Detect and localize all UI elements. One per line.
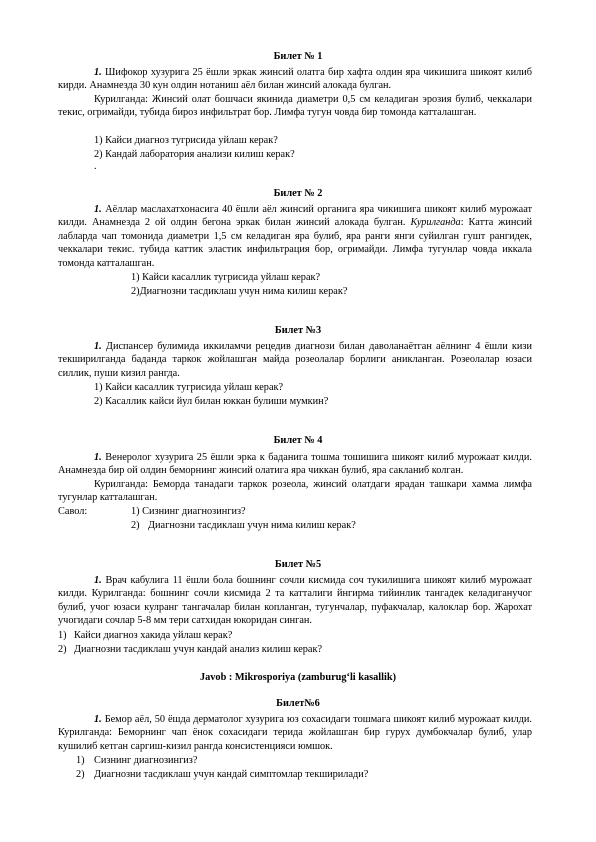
ticket-5-case (58, 574, 532, 628)
ticket-6-question-1-number: 1) (76, 755, 85, 766)
ticket-1-case-text: Шифокор хузурига 25 ёшли эркак жинсий олатга бир хафта олдин яра чикишига шикоят килиб кирди. Анамнезда 30 кун олдин нотаниш аёл билан жинсий алокада булган. (58, 67, 532, 92)
ticket-4-case-text: Венеролог хузурига 25 ёшли эрка к баданига тошма тошишига шикоят килиб мурожаат килди. Анамнезда бир ой олдин беморнинг жинсий олатига яра чиккан булиб, яра сакланиб колган. (58, 452, 533, 477)
ticket-5-question-1: Кайси диагноз хакида уйлаш керак? (74, 630, 233, 641)
ticket-3-question-2: 2) Касаллик кайси йул билан юккан булиши мумкин? (94, 396, 329, 407)
ticket-5-title: Билет №5 (274, 559, 322, 570)
ticket-4-question-2-number: 2) (131, 520, 140, 531)
ticket-1-case (58, 66, 532, 93)
ticket-3-title: Билет №3 (274, 325, 322, 336)
ticket-1-question-1: 1) Кайси диагноз тугрисида уйлаш керак? (94, 135, 278, 146)
ticket-2-question-1: 1) Кайси касаллик тугрисида уйлаш керак? (131, 272, 321, 283)
ticket-4-savol-label: Савол: (58, 506, 88, 517)
ticket-2-number: 1. (94, 204, 102, 215)
ticket-3-case-text: Диспансер булимида иккиламчи рецедив диагнози билан даволанаётган аёлнинг 4 ёшли кизи текширилганда баданда таркок жойлашган майда розеолалар борлиги аникланган. Розеолалар юзаси силлик, пуши кизил рангда. (58, 341, 532, 379)
ticket-6-title: Билет№6 (276, 698, 320, 709)
ticket-6-question-1: Сизнинг диагнозингиз? (94, 755, 198, 766)
ticket-3-question-1: 1) Кайси касаллик тугрисида уйлаш керак? (94, 382, 284, 393)
ticket-4-question-1: 1) Сизнинг диагнозингиз? (131, 506, 246, 517)
ticket-6-question-2: Диагнозни тасдиклаш учун кандай симптомлар текширилади? (94, 769, 369, 780)
answer-line: Javob : Mikrosporiya (zamburug‘li kasallik) (199, 672, 397, 683)
ticket-5-question-1-number: 1) (58, 630, 67, 641)
ticket-4-case (58, 451, 532, 478)
ticket-5-question-2: Диагнозни тасдиклаш учун кандай анализ килиш керак? (74, 644, 323, 655)
ticket-5-case-text: Врач кабулига 11 ёшли бола бошнинг сочли кисмида соч тукилишига шикоят килиб мурожаат килди. Курилганда: бошнинг сочли кисмида 2 та катталиги йнгирма тийинлик тангадек келадиганучог булиб, учог юзаси кулранг тангачалар билан копланган, тугунчалар, пуфакчалар, калоклар бор. Жарохат учогидаги сочлар 5-8 мм тери сатхидан юкоридан синган. (58, 575, 532, 627)
ticket-6-number: 1. (94, 714, 102, 725)
ticket-3-case (58, 340, 532, 380)
ticket-1-mark: . (94, 161, 97, 172)
ticket-6-case-text: Бемор аёл, 50 ёшда дерматолог хузурига юз сохасидаги тошмага шикоят килиб мурожаат килди. Курилганда: Беморнинг чап ёнок сохасидаги терида жойлашган бир гурух думбокчалар булиб, улар кушилиб кетган саргиш-кизил рангда консистенцияси юмшок. (58, 714, 532, 752)
ticket-2-findings-text: : Катта жинсий лабларда чап томонида диаметри 1,5 см келадиган яра булиб, яра ранги янги суйилган гушт рангидек, чеккалари текис. тубида каттик эластик инфильтрация бор, огримайди. Лимфа тугунлар човда иккала томонда катталашган. (58, 217, 533, 269)
ticket-1-title: Билет № 1 (273, 51, 323, 62)
ticket-1-question-2: 2) Кандай лаборатория анализи килиш керак? (94, 149, 295, 160)
ticket-6-case (58, 713, 532, 753)
ticket-1-number: 1. (94, 67, 102, 78)
ticket-6-question-2-number: 2) (76, 769, 85, 780)
ticket-5-number: 1. (94, 575, 102, 586)
ticket-2-case (58, 203, 532, 270)
ticket-2-findings-label: Курилганда (410, 217, 461, 229)
ticket-2-question-2: 2)Диагнозни тасдиклаш учун нима килиш керак? (131, 286, 348, 297)
ticket-4-title: Билет № 4 (273, 435, 323, 446)
ticket-1-findings: Курилганда: Жинсий олат бошчаси якинида диаметри 0,5 см келадиган эрозия булиб, чеккалари текис, огримайди, тубида бироз инфильтрат бор. Лимфа тугун човда бир томонда катталашган. (58, 94, 532, 119)
ticket-5-question-2-number: 2) (58, 644, 67, 655)
ticket-4-findings: Курилганда: Беморда танадаги таркок розеола, жинсий олатдаги ярадан ташкари хамма лимфа тугунлар катталашган. (58, 479, 532, 504)
ticket-2-case-text: Аёллар маслахатхонасига 40 ёшли аёл жинсий органига яра чикишига шикоят килиб мурожаат килди. Анамнезда 2 ой олдин бегона эркак билан жинсий алокада булган. (58, 204, 533, 229)
ticket-4-number: 1. (94, 452, 102, 463)
ticket-2-title: Билет № 2 (273, 188, 323, 199)
ticket-3-number: 1. (94, 341, 102, 352)
ticket-4-question-2: Диагнозни тасдиклаш учун нима килиш керак? (148, 520, 356, 531)
